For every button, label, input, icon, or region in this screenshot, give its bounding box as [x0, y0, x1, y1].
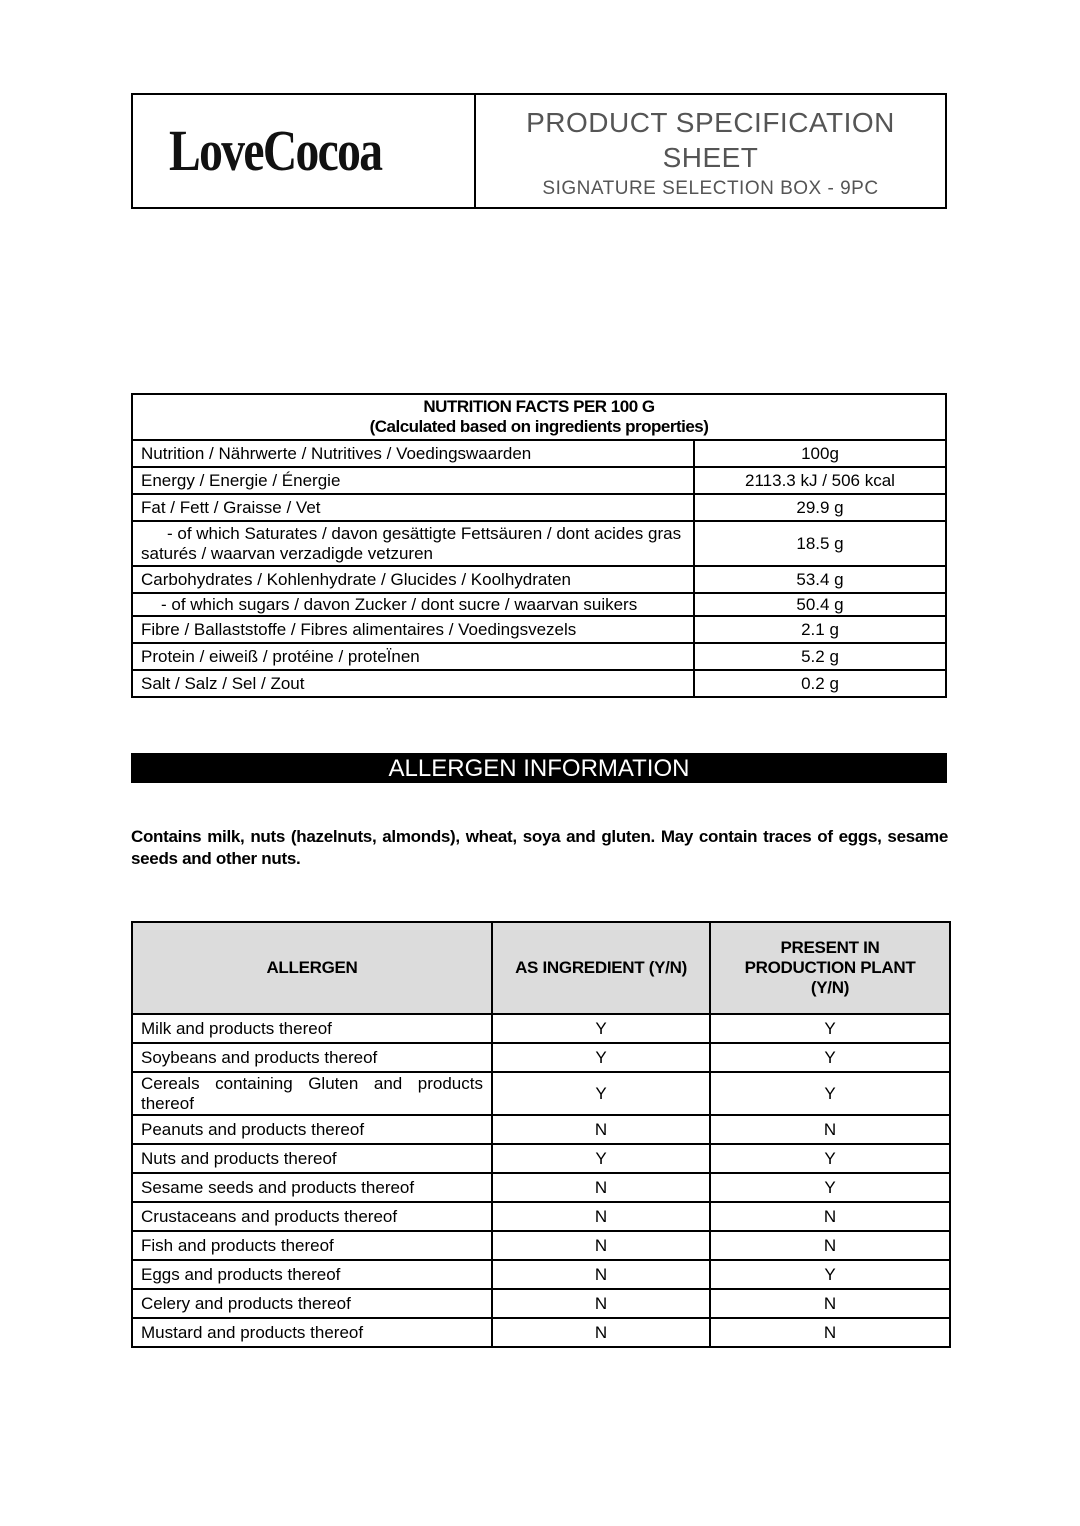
plant-col-header	[710, 922, 950, 1014]
in-plant-value: Y	[710, 1144, 950, 1173]
table-row	[132, 566, 946, 593]
nutrition-table	[131, 393, 947, 698]
spec-header	[131, 93, 947, 209]
plant-col-header-text: PRESENT IN PRODUCTION PLANT (Y/N)	[744, 938, 916, 997]
allergen-banner: ALLERGEN INFORMATION	[131, 753, 947, 783]
nutrient-value: 5.2 g	[694, 643, 946, 670]
in-plant-value: N	[710, 1202, 950, 1231]
allergen-col-header: ALLERGEN	[132, 922, 492, 1014]
table-row	[132, 440, 946, 467]
as-ingredient-value: Y	[492, 1014, 710, 1043]
table-row	[132, 670, 946, 697]
as-ingredient-value: Y	[492, 1144, 710, 1173]
allergen-name: Soybeans and products thereof	[132, 1043, 492, 1072]
logo-cell	[133, 95, 476, 207]
allergen-name: Cereals containing Gluten and products thereof	[132, 1072, 492, 1115]
nutrient-value: 2.1 g	[694, 616, 946, 643]
allergen-name: Peanuts and products thereof	[132, 1115, 492, 1144]
brand-logo: LoveCocoa	[169, 118, 382, 183]
table-row	[132, 1289, 950, 1318]
in-plant-value: Y	[710, 1173, 950, 1202]
in-plant-value: N	[710, 1115, 950, 1144]
as-ingredient-value: N	[492, 1318, 710, 1347]
nutrient-value: 100g	[694, 440, 946, 467]
nutrient-label-text: - of which Saturates / davon gesättigte Fettsäuren / dont acides gras saturés / waarvan verzadigde vetzuren	[141, 523, 682, 563]
allergen-name: Fish and products thereof	[132, 1231, 492, 1260]
as-ingredient-value: N	[492, 1289, 710, 1318]
nutrient-value: 53.4 g	[694, 566, 946, 593]
table-row	[132, 1231, 950, 1260]
nutrition-heading-line1: NUTRITION FACTS PER 100 G	[423, 397, 655, 416]
nutrient-label: Fat / Fett / Graisse / Vet	[132, 494, 694, 521]
table-row	[132, 1318, 950, 1347]
nutrition-heading-row	[132, 394, 946, 440]
as-ingredient-value: N	[492, 1202, 710, 1231]
table-row	[132, 1173, 950, 1202]
as-ingredient-value: N	[492, 1260, 710, 1289]
in-plant-value: Y	[710, 1072, 950, 1115]
in-plant-value: Y	[710, 1014, 950, 1043]
allergen-name: Celery and products thereof	[132, 1289, 492, 1318]
allergen-table	[131, 921, 951, 1348]
nutrient-value: 29.9 g	[694, 494, 946, 521]
table-row	[132, 494, 946, 521]
table-row	[132, 643, 946, 670]
as-ingredient-value: N	[492, 1115, 710, 1144]
allergen-statement: Contains milk, nuts (hazelnuts, almonds), wheat, soya and gluten. May contain traces of eggs, sesame seeds and other nuts.	[131, 827, 948, 868]
nutrition-heading-line2: (Calculated based on ingredients properties)	[369, 417, 709, 436]
table-row	[132, 1144, 950, 1173]
ingredient-col-header: AS INGREDIENT (Y/N)	[492, 922, 710, 1014]
nutrient-label: Energy / Energie / Énergie	[132, 467, 694, 494]
in-plant-value: Y	[710, 1260, 950, 1289]
table-row	[132, 1043, 950, 1072]
allergen-name: Mustard and products thereof	[132, 1318, 492, 1347]
nutrient-label: Nutrition / Nährwerte / Nutritives / Voedingswaarden	[132, 440, 694, 467]
table-row	[132, 1072, 950, 1115]
page-title: PRODUCT SPECIFICATION SHEET	[526, 107, 895, 173]
nutrient-value: 0.2 g	[694, 670, 946, 697]
table-row	[132, 1014, 950, 1043]
table-row	[132, 593, 946, 616]
nutrient-label: Carbohydrates / Kohlenhydrate / Glucides / Koolhydraten	[132, 566, 694, 593]
nutrient-label: Protein / eiweiß / protéine / proteÏnen	[132, 643, 694, 670]
table-row	[132, 1260, 950, 1289]
allergen-name: Crustaceans and products thereof	[132, 1202, 492, 1231]
in-plant-value: N	[710, 1231, 950, 1260]
as-ingredient-value: N	[492, 1173, 710, 1202]
table-row	[132, 616, 946, 643]
table-row	[132, 521, 946, 566]
in-plant-value: N	[710, 1289, 950, 1318]
nutrient-label: Fibre / Ballaststoffe / Fibres alimentaires / Voedingsvezels	[132, 616, 694, 643]
nutrient-value: 18.5 g	[694, 521, 946, 566]
product-subtitle: SIGNATURE SELECTION BOX - 9PC	[542, 178, 879, 199]
title-cell	[476, 95, 945, 207]
allergen-header-row	[132, 922, 950, 1014]
in-plant-value: N	[710, 1318, 950, 1347]
nutrient-value: 2113.3 kJ / 506 kcal	[694, 467, 946, 494]
nutrition-heading	[132, 394, 946, 440]
nutrient-value: 50.4 g	[694, 593, 946, 616]
allergen-name: Sesame seeds and products thereof	[132, 1173, 492, 1202]
nutrient-label	[132, 521, 694, 566]
as-ingredient-value: Y	[492, 1072, 710, 1115]
allergen-name: Nuts and products thereof	[132, 1144, 492, 1173]
allergen-name: Milk and products thereof	[132, 1014, 492, 1043]
as-ingredient-value: Y	[492, 1043, 710, 1072]
table-row	[132, 1115, 950, 1144]
table-row	[132, 467, 946, 494]
nutrient-label: Salt / Salz / Sel / Zout	[132, 670, 694, 697]
nutrient-label: - of which sugars / davon Zucker / dont sucre / waarvan suikers	[132, 593, 694, 616]
allergen-name: Eggs and products thereof	[132, 1260, 492, 1289]
table-row	[132, 1202, 950, 1231]
as-ingredient-value: N	[492, 1231, 710, 1260]
in-plant-value: Y	[710, 1043, 950, 1072]
